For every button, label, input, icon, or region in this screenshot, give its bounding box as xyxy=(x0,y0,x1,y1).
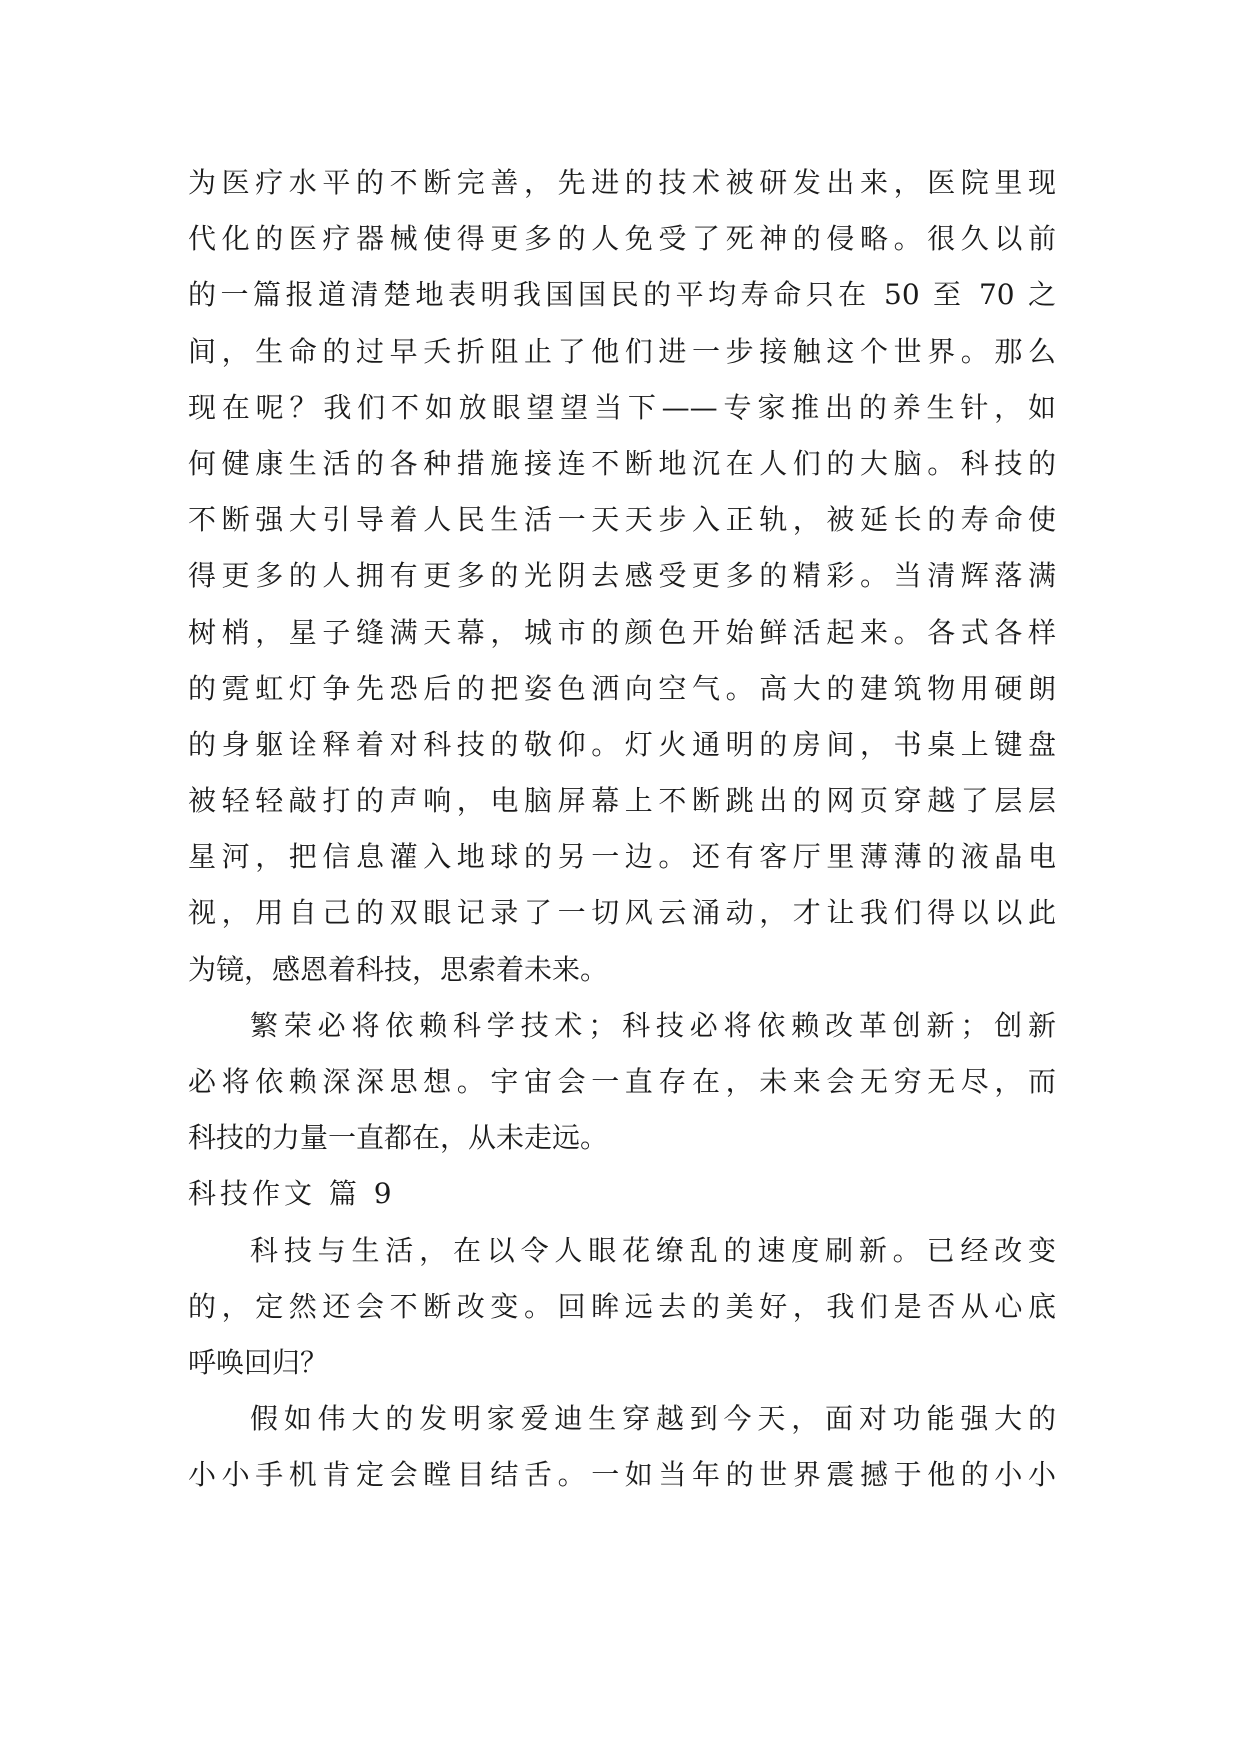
text-line: 不断强大引导着人民生活一天天步入正轨，被延长的寿命使 xyxy=(188,503,1056,537)
text-line: 得更多的人拥有更多的光阴去感受更多的精彩。当清辉落满 xyxy=(188,559,1056,593)
text-line: 代化的医疗器械使得更多的人免受了死神的侵略。很久以前 xyxy=(188,222,1056,256)
paragraph xyxy=(188,998,1056,1167)
document-page xyxy=(188,155,1056,1504)
text-line: 小小手机肯定会瞠目结舌。一如当年的世界震撼于他的小小 xyxy=(188,1458,1056,1492)
text-line: 为医疗水平的不断完善，先进的技术被研发出来，医院里现 xyxy=(188,166,1056,199)
text-line: 间，生命的过早夭折阻止了他们进一步接触这个世界。那么 xyxy=(188,334,1056,368)
text-line: 假如伟大的发明家爱迪生穿越到今天，面对功能强大的 xyxy=(250,1402,1056,1436)
text-line: 的，定然还会不断改变。回眸远去的美好，我们是否从心底 xyxy=(188,1289,1056,1323)
text-line: 科技的力量一直都在，从未走远。 xyxy=(188,1121,609,1155)
text-line: 科技与生活，在以令人眼花缭乱的速度刷新。已经改变 xyxy=(250,1233,1056,1267)
text-line: 的一篇报道清楚地表明我国国民的平均寿命只在 50 至 70 之 xyxy=(188,278,1056,312)
text-line: 树梢，星子缝满天幕，城市的颜色开始鲜活起来。各式各样 xyxy=(188,615,1056,649)
paragraph xyxy=(188,1391,1056,1503)
paragraph xyxy=(188,1223,1056,1392)
section-heading: 科技作文 篇 9 xyxy=(188,1177,396,1211)
text-line: 何健康生活的各种措施接连不断地沉在人们的大脑。科技的 xyxy=(188,446,1056,480)
text-line: 繁荣必将依赖科学技术；科技必将依赖改革创新；创新 xyxy=(250,1008,1056,1042)
text-line: 必将依赖深深思想。宇宙会一直存在，未来会无穷无尽，而 xyxy=(188,1065,1056,1098)
text-line: 被轻轻敲打的声响，电脑屏幕上不断跳出的网页穿越了层层 xyxy=(188,784,1056,818)
text-line: 现在呢？我们不如放眼望望当下——专家推出的养生针，如 xyxy=(188,390,1056,424)
text-line: 视，用自己的双眼记录了一切风云涌动，才让我们得以以此 xyxy=(188,896,1056,930)
text-line: 的霓虹灯争先恐后的把姿色洒向空气。高大的建筑物用硬朗 xyxy=(188,671,1056,705)
text-line: 呼唤回归？ xyxy=(188,1345,329,1379)
text-line: 的身躯诠释着对科技的敬仰。灯火通明的房间，书桌上键盘 xyxy=(188,727,1056,761)
text-line: 为镜，感恩着科技，思索着未来。 xyxy=(188,952,609,986)
paragraph xyxy=(188,155,1056,998)
text-line: 星河，把信息灌入地球的另一边。还有客厅里薄薄的液晶电 xyxy=(188,840,1056,874)
